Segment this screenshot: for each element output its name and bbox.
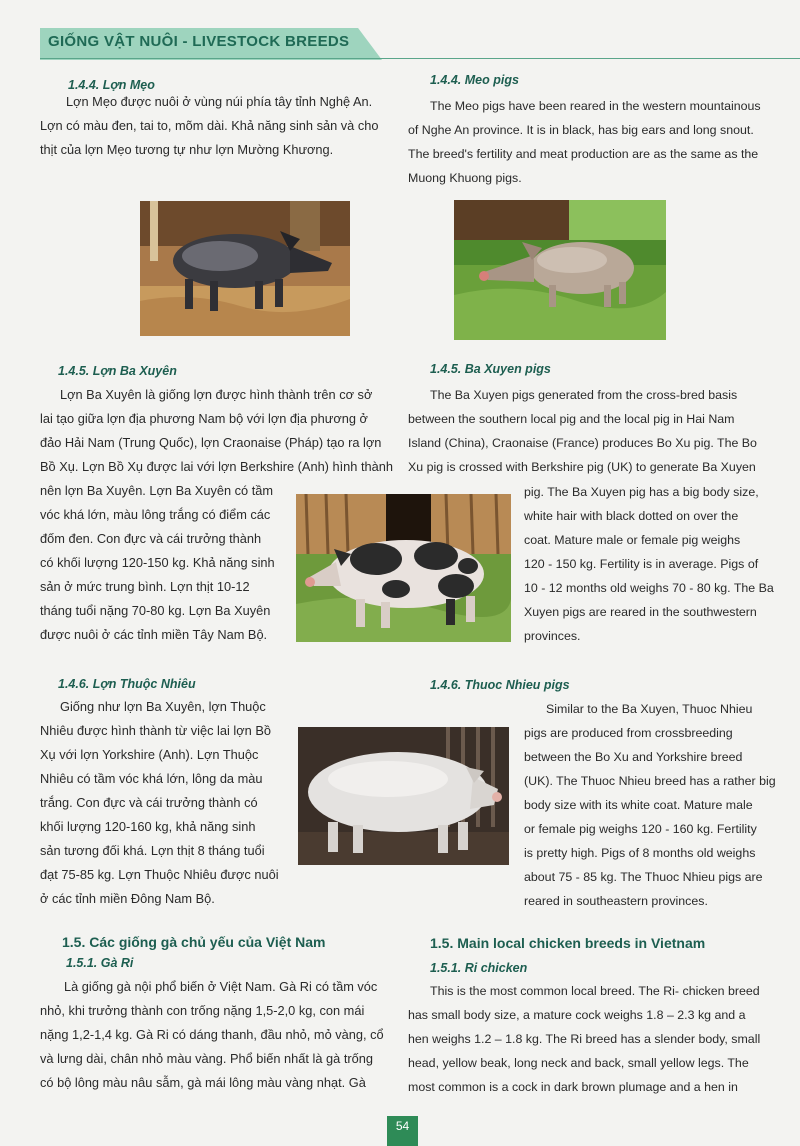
text-line: nên lợn Ba Xuyên. Lợn Ba Xuyên có tầm bbox=[40, 483, 274, 498]
text-line: sản tương đối khá. Lợn thịt 8 tháng tuổi bbox=[40, 843, 265, 858]
text-line: coat. Mature male or female pig weighs bbox=[524, 533, 741, 547]
running-header: GIỐNG VẬT NUÔI - LIVESTOCK BREEDS bbox=[48, 33, 350, 50]
header-rule bbox=[40, 58, 800, 59]
text-line: đốm đen. Con đực và cái trưởng thành bbox=[40, 531, 262, 546]
text-line: đạt 75-85 kg. Lợn Thuộc Nhiêu được nuôi bbox=[40, 867, 279, 882]
text-line: Lợn Ba Xuyên là giống lợn được hình thành trên cơ sở bbox=[60, 387, 373, 402]
text-line: between the southern local pig and the local pig in Hai Nam bbox=[408, 412, 735, 426]
text-line: Xu pig is crossed with Berkshire pig (UK) to generate Ba Xuyen bbox=[408, 460, 756, 474]
text-line: is pretty high. Pigs of 8 months old weighs bbox=[524, 846, 756, 860]
thuoc-nhieu-pig-photo bbox=[298, 727, 509, 865]
text-line: (UK). The Thuoc Nhieu breed has a rather big bbox=[524, 774, 776, 788]
text-line: và lưng dài, chân nhỏ màu vàng. Phổ biến nhất là gà trống bbox=[40, 1051, 373, 1066]
text-line: có bộ lông màu nâu sẫm, gà mái lông màu vàng nhạt. Gà bbox=[40, 1075, 366, 1090]
text-line: The breed's fertility and meat production are as the same as the bbox=[408, 147, 759, 161]
meo-en-text bbox=[408, 94, 778, 190]
tn-en-heading: 1.4.6. Thuoc Nhieu pigs bbox=[430, 678, 570, 692]
text-line: of Nghe An province. It is in black, has big ears and long snout. bbox=[408, 123, 754, 137]
page-number: 54 bbox=[387, 1116, 418, 1146]
grey-meo-pig-photo bbox=[454, 200, 666, 340]
text-line: Nhiêu được hình thành từ việc lai lợn Bồ bbox=[40, 723, 271, 738]
black-meo-pig-photo bbox=[140, 201, 350, 336]
chicken-en-subheading: 1.5.1. Ri chicken bbox=[430, 961, 528, 975]
text-line: hen weighs 1.2 – 1.8 kg. The Ri breed has a slender body, small bbox=[408, 1032, 761, 1046]
chicken-vi-text bbox=[40, 975, 400, 1095]
text-line: about 75 - 85 kg. The Thuoc Nhieu pigs are bbox=[524, 870, 763, 884]
text-line: The Ba Xuyen pigs generated from the cross-bred basis bbox=[430, 388, 738, 402]
text-line: Bồ Xụ. Lợn Bồ Xụ được lai với lợn Berkshire (Anh) hình thành bbox=[40, 459, 393, 474]
chicken-en-text bbox=[408, 979, 778, 1099]
text-line: body size with its white coat. Mature male bbox=[524, 798, 753, 812]
meo-vi-text bbox=[40, 90, 400, 162]
text-line: white hair with black dotted on over the bbox=[524, 509, 739, 523]
chicken-vi-title: 1.5. Các giống gà chủ yếu của Việt Nam bbox=[62, 934, 326, 950]
text-line: Xuyen pigs are reared in the southwestern bbox=[524, 605, 757, 619]
text-line: Island (China), Craonaise (France) produces Bo Xu pig. The Bo bbox=[408, 436, 757, 450]
chicken-vi-subheading: 1.5.1. Gà Ri bbox=[66, 956, 134, 970]
tn-vi-text bbox=[40, 695, 302, 911]
meo-vi-heading: 1.4.4. Lợn Mẹo bbox=[68, 78, 155, 92]
text-line: nhỏ, khi trưởng thành con trống nặng 1,5-2,0 kg, con mái bbox=[40, 1003, 365, 1018]
text-line: có khối lượng 120-150 kg. Khả năng sinh bbox=[40, 555, 275, 570]
bx-vi-text-full bbox=[40, 383, 400, 479]
text-line: Muong Khuong pigs. bbox=[408, 171, 522, 185]
text-line: Xụ với lợn Yorkshire (Anh). Lợn Thuộc bbox=[40, 747, 259, 762]
text-line: sản ở mức trung bình. Lợn thịt 10-12 bbox=[40, 579, 250, 594]
text-line: Similar to the Ba Xuyen, Thuoc Nhieu bbox=[546, 702, 753, 716]
text-line: or female pig weighs 120 - 160 kg. Fertility bbox=[524, 822, 757, 836]
text-line: nặng 1,2-1,4 kg. Gà Ri có dáng thanh, đầu nhỏ, mỏ vàng, cổ bbox=[40, 1027, 384, 1042]
bx-en-heading: 1.4.5. Ba Xuyen pigs bbox=[430, 362, 551, 376]
text-line: provinces. bbox=[524, 629, 581, 643]
text-line: The Meo pigs have been reared in the western mountainous bbox=[430, 99, 761, 113]
text-line: pig. The Ba Xuyen pig has a big body size, bbox=[524, 485, 759, 499]
bx-vi-text-narrow bbox=[40, 479, 290, 647]
text-line: đảo Hải Nam (Trung Quốc), lợn Craonaise (Pháp) tạo ra lợn bbox=[40, 435, 382, 450]
text-line: được nuôi ở các tỉnh miền Tây Nam Bộ. bbox=[40, 627, 268, 642]
text-line: Nhiêu có tầm vóc khá lớn, lông da màu bbox=[40, 771, 263, 786]
text-line: 10 - 12 months old weighs 70 - 80 kg. The Ba bbox=[524, 581, 774, 595]
bx-vi-heading: 1.4.5. Lợn Ba Xuyên bbox=[58, 364, 177, 378]
text-line: has small body size, a mature cock weighs 1.8 – 2.3 kg and a bbox=[408, 1008, 746, 1022]
text-line: Lợn Mẹo được nuôi ở vùng núi phía tây tỉnh Nghệ An. bbox=[66, 94, 373, 109]
text-line: tháng tuổi nặng 70-80 kg. Lợn Ba Xuyên bbox=[40, 603, 271, 618]
text-line: lai tạo giữa lợn địa phương Nam bộ với lợn địa phương ở bbox=[40, 411, 368, 426]
text-line: 120 - 150 kg. Fertility is in average. Pigs of bbox=[524, 557, 759, 571]
text-line: trắng. Con đực và cái trưởng thành có bbox=[40, 795, 258, 810]
chicken-en-title: 1.5. Main local chicken breeds in Vietnam bbox=[430, 935, 706, 951]
text-line: This is the most common local breed. The Ri- chicken breed bbox=[430, 984, 760, 998]
bx-en-text-full bbox=[408, 383, 778, 479]
text-line: Lợn có màu đen, tai to, mõm dài. Khả năng sinh sản và cho bbox=[40, 118, 379, 133]
text-line: most common is a cock in dark brown plumage and a hen in bbox=[408, 1080, 738, 1094]
bx-en-text-narrow bbox=[524, 480, 778, 648]
text-line: Là giống gà nội phổ biến ở Việt Nam. Gà Ri có tầm vóc bbox=[64, 979, 378, 994]
tn-vi-heading: 1.4.6. Lợn Thuộc Nhiêu bbox=[58, 677, 196, 691]
ba-xuyen-pig-photo bbox=[296, 494, 511, 642]
text-line: thịt của lợn Mẹo tương tự như lợn Mường Khương. bbox=[40, 142, 334, 157]
text-line: khối lượng 120-160 kg, khả năng sinh bbox=[40, 819, 256, 834]
text-line: head, yellow beak, long neck and back, small yellow legs. The bbox=[408, 1056, 749, 1070]
text-line: between the Bo Xu and Yorkshire breed bbox=[524, 750, 743, 764]
text-line: pigs are produced from crossbreeding bbox=[524, 726, 733, 740]
tn-en-text bbox=[524, 697, 778, 913]
text-line: ở các tỉnh miền Đông Nam Bộ. bbox=[40, 891, 215, 906]
text-line: reared in southeastern provinces. bbox=[524, 894, 708, 908]
text-line: Giống như lợn Ba Xuyên, lợn Thuộc bbox=[60, 699, 266, 714]
meo-en-heading: 1.4.4. Meo pigs bbox=[430, 73, 519, 87]
text-line: vóc khá lớn, màu lông trắng có điểm các bbox=[40, 507, 271, 522]
